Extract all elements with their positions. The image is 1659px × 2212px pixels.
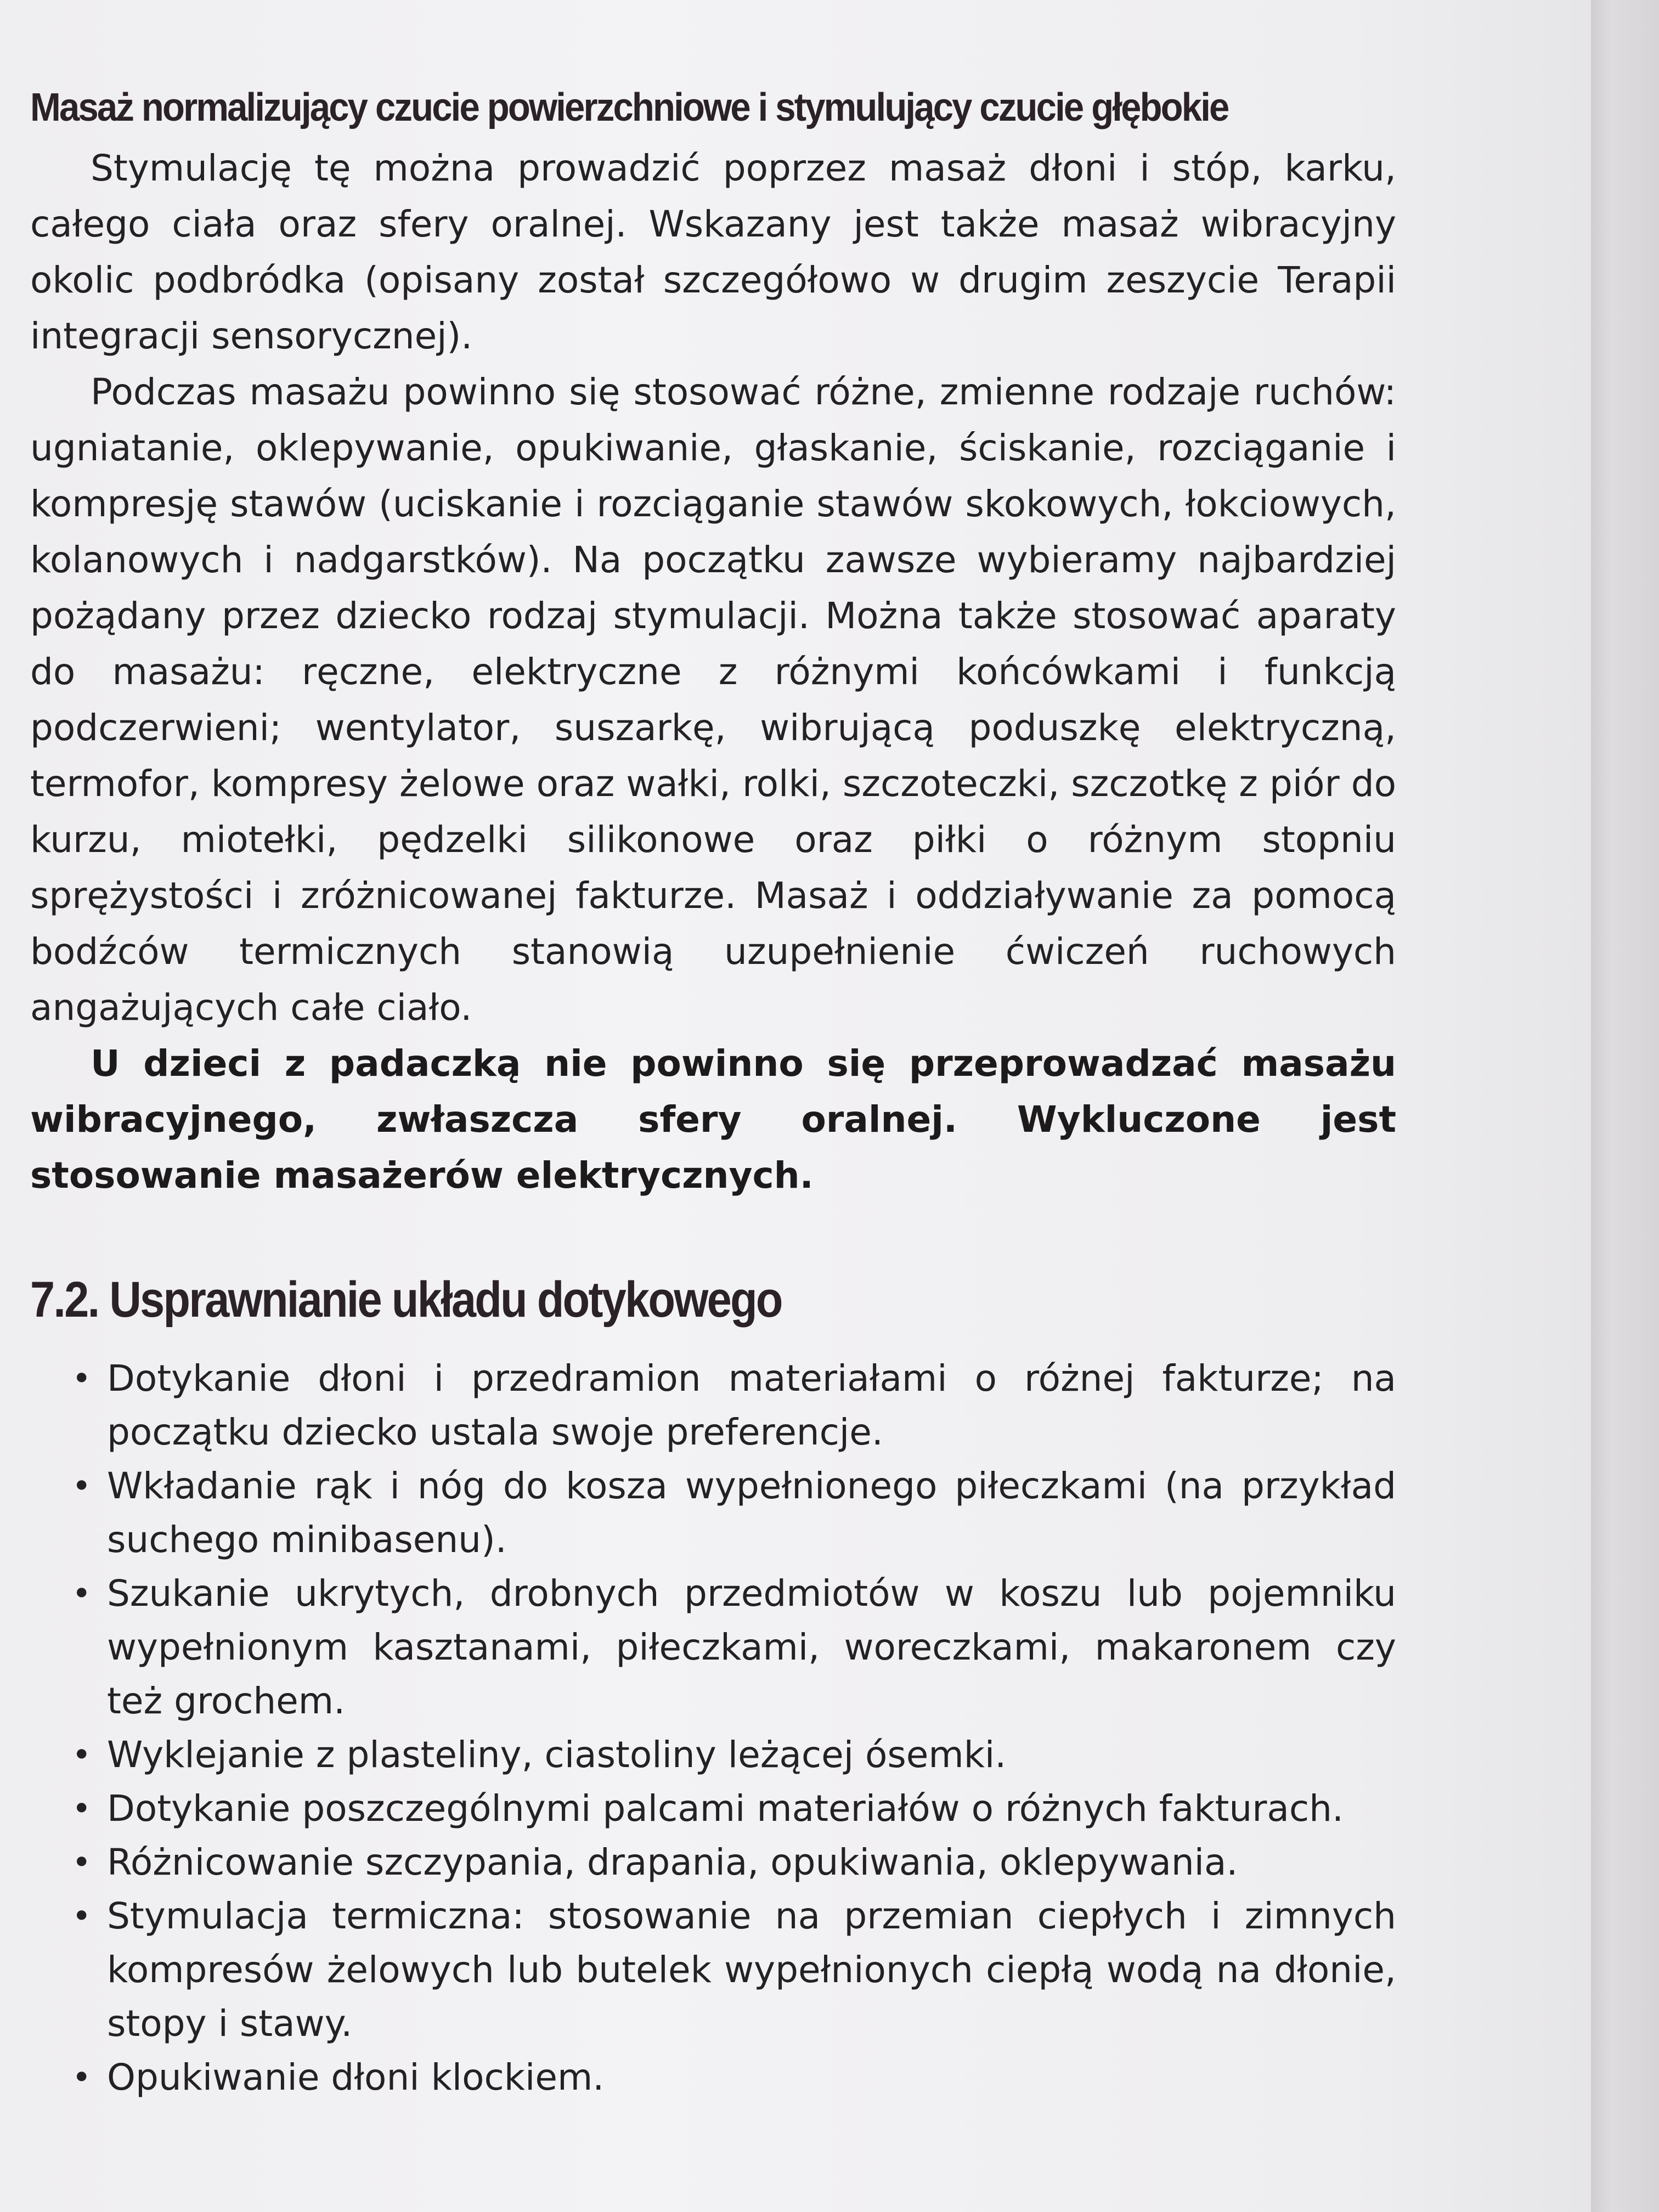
bullet-icon: • xyxy=(72,1359,92,1398)
list-item xyxy=(30,1352,1396,1459)
list-item xyxy=(30,2051,1396,2104)
list-item-text: Dotykanie dłoni i przedramion materiałami o różnej fakturze; na początku dziecko ustala swoje preferencje. xyxy=(107,1357,1396,1453)
page-content xyxy=(30,82,1396,2104)
bullet-icon: • xyxy=(72,1467,92,1505)
list-item xyxy=(30,1889,1396,2051)
list-item xyxy=(30,1567,1396,1728)
bullet-icon: • xyxy=(72,2058,92,2097)
list-item-text: Różnicowanie szczypania, drapania, opukiwania, oklepywania. xyxy=(107,1841,1238,1883)
bullet-icon: • xyxy=(72,1843,92,1882)
list-item-text: Wyklejanie z plasteliny, ciastoliny leżącej ósemki. xyxy=(107,1734,1007,1776)
list-item-text: Opukiwanie dłoni klockiem. xyxy=(107,2056,605,2098)
section-heading: 7.2. Usprawnianie układu dotykowego xyxy=(30,1272,782,1328)
bullet-icon: • xyxy=(72,1575,92,1613)
bullet-icon: • xyxy=(72,1736,92,1774)
paragraph-massage-methods: Podczas masażu powinno się stosować różne, zmienne rodzaje ruchów: ugniatanie, oklepywanie, opukiwanie, głaskanie, ściskanie, rozciąganie i kompresję stawów (uciskanie i rozciąganie stawów skokowych, łokciowych, kolanowych i nadgarstków). Na początku zawsze wybieramy najbardziej pożądany przez dziecko rodzaj stymulacji. Można także stosować aparaty do masażu: ręczne, elektryczne z różnymi końcówkami i funkcją podczerwieni; wentylator, suszarkę, wibrującą poduszkę elektryczną, termofor, kompresy żelowe oraz wałki, rolki, szczoteczki, szczotkę z piór do kurzu, miotełki, pędzelki silikonowe oraz piłki o różnym stopniu sprężystości i zróżnicowanej fakturze. Masaż i oddziaływanie za pomocą bodźców termicznych stanowią uzupełnienie ćwiczeń ruchowych angażujących całe ciało. xyxy=(30,371,1396,1029)
list-item xyxy=(30,1782,1396,1836)
paragraph-warning: U dzieci z padaczką nie powinno się przeprowadzać masażu wibracyjnego, zwłaszcza sfery oralnej. Wykluczone jest stosowanie masażerów elektrycznych. xyxy=(30,1042,1396,1197)
list-item xyxy=(30,1459,1396,1567)
bullet-icon: • xyxy=(72,1790,92,1828)
list-item-text: Stymulacja termiczna: stosowanie na przemian ciepłych i zimnych kompresów żelowych lub butelek wypełnionych ciepłą wodą na dłonie, stopy i stawy. xyxy=(107,1895,1396,2045)
paragraph-intro: Stymulację tę można prowadzić poprzez masaż dłoni i stóp, karku, całego ciała oraz sfery oralnej. Wskazany jest także masaż wibracyjny okolic podbródka (opisany został szczegółowo w drugim zeszycie Terapii integracji sensorycznej). xyxy=(30,147,1396,357)
list-item xyxy=(30,1728,1396,1782)
bullet-list xyxy=(30,1352,1396,2104)
list-item-text: Szukanie ukrytych, drobnych przedmiotów w koszu lub pojemniku wypełnionym kasztanami, piłeczkami, woreczkami, makaronem czy też grochem. xyxy=(107,1572,1396,1722)
list-item-text: Wkładanie rąk i nóg do kosza wypełnionego piłeczkami (na przykład suchego minibasenu). xyxy=(107,1465,1396,1561)
list-item xyxy=(30,1836,1396,1889)
list-item-text: Dotykanie poszczególnymi palcami materiałów o różnych fakturach. xyxy=(107,1787,1344,1830)
page-edge xyxy=(1591,0,1659,2212)
subsection-heading: Masaż normalizujący czucie powierzchniowe i stymulujący czucie głębokie xyxy=(30,86,1228,129)
bullet-icon: • xyxy=(72,1897,92,1936)
